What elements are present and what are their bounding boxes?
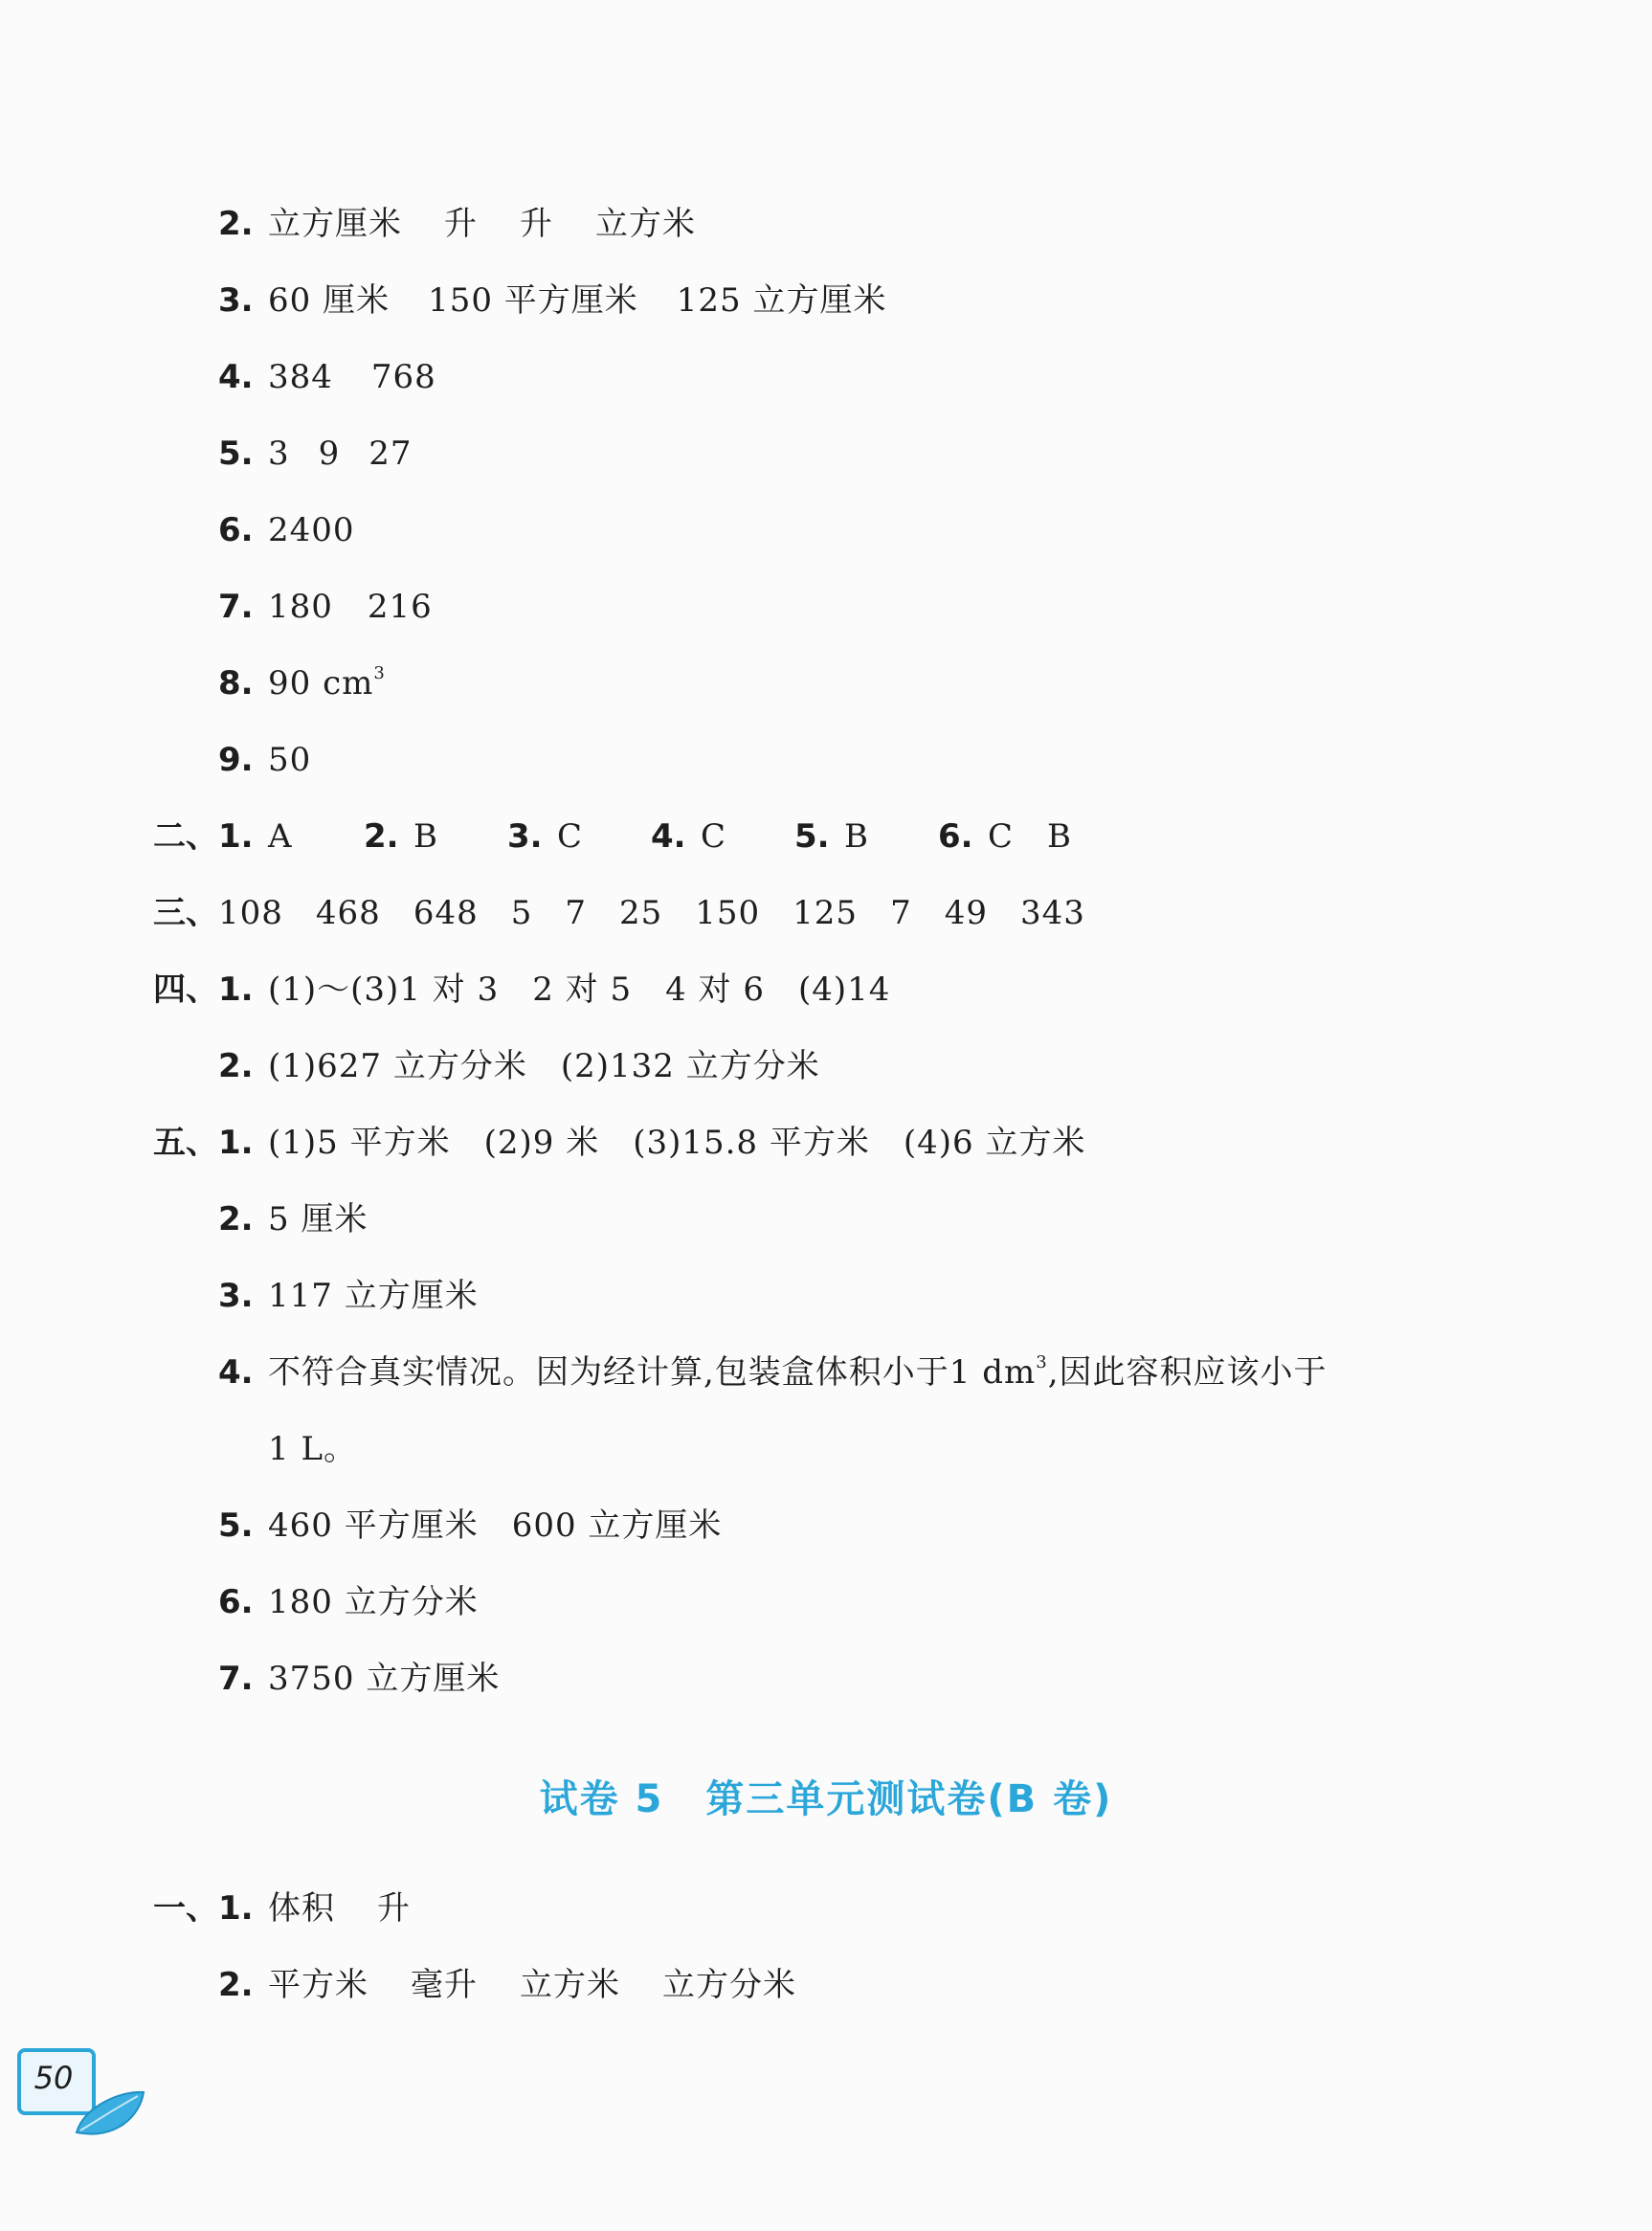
answer-item: 升 — [444, 205, 478, 243]
item-number: 1. — [218, 970, 254, 1009]
item-number: 7. — [218, 1660, 254, 1698]
choice-answer: A — [268, 817, 293, 856]
item-number: 6. — [218, 1583, 254, 1621]
answer-item: 立方厘米 — [268, 205, 402, 243]
answer-item: 立方米 — [595, 205, 696, 243]
answer-item: 108 — [218, 894, 283, 932]
answer-item: 3 — [268, 435, 290, 473]
answer-item: 125 立方厘米 — [676, 281, 887, 320]
item-number: 3. — [507, 817, 543, 856]
item-number: 6. — [938, 817, 973, 856]
answer-text — [268, 655, 386, 712]
section-label: 三、 — [153, 894, 218, 932]
answer-text — [268, 578, 433, 636]
item-number: 1. — [218, 1889, 254, 1928]
item-number: 1. — [218, 817, 254, 856]
choice-answer: C B — [988, 817, 1072, 856]
item-number: 7. — [218, 588, 254, 626]
answer-text: 3750 立方厘米 — [268, 1660, 501, 1698]
answer-item: 768 — [370, 358, 436, 396]
answer-text-part: 1 L。 — [268, 1430, 358, 1468]
item-number: 5. — [218, 1506, 254, 1545]
item-number: 3. — [218, 1277, 254, 1315]
choice-answer: C — [701, 817, 727, 856]
item-number: 2. — [218, 205, 254, 243]
answer-item: 立方分米 — [662, 1966, 796, 2004]
item-number: 4. — [218, 358, 254, 396]
answer-item: 216 — [367, 588, 433, 626]
choice-answer: C — [557, 817, 584, 856]
answer-item: 升 — [377, 1889, 411, 1928]
heading-title: 第三单元测试卷(B 卷) — [705, 1777, 1113, 1821]
section-label: 五、 — [153, 1124, 218, 1162]
answer-text — [268, 425, 413, 482]
item-number: 1. — [218, 1124, 254, 1162]
answer-text: 117 立方厘米 — [268, 1277, 479, 1315]
choice-answer: B — [844, 817, 869, 856]
answer-item: 468 — [315, 894, 381, 932]
item-number: 2. — [218, 1047, 254, 1085]
answer-text: (1)～(3)1 对 3 2 对 5 4 对 6 (4)14 — [268, 970, 891, 1009]
answer-text: (1)5 平方米 (2)9 米 (3)15.8 平方米 (4)6 立方米 — [268, 1124, 1086, 1162]
answer-item: 125 — [793, 894, 859, 932]
answer-text — [268, 1344, 1328, 1401]
section-label: 四、 — [153, 970, 218, 1009]
section-label: 一、 — [153, 1889, 218, 1928]
answer-text — [268, 272, 886, 329]
answer-text — [268, 348, 436, 406]
answer-text — [268, 1880, 411, 1937]
item-number: 4. — [218, 1353, 254, 1392]
answer-item: 体积 — [268, 1889, 335, 1928]
page-number: 50 — [33, 2060, 74, 2096]
item-number: 4. — [651, 817, 686, 856]
answer-text-part: ,因此容积应该小于 — [1047, 1353, 1328, 1392]
answer-text: 460 平方厘米 600 立方厘米 — [268, 1506, 723, 1545]
answer-text — [218, 884, 1085, 942]
answer-item: 5 — [510, 894, 533, 932]
answer-item: 7 — [565, 894, 587, 932]
answer-item: 27 — [368, 435, 413, 473]
answer-text — [268, 1956, 796, 2014]
answer-item: 9 — [318, 435, 341, 473]
answer-item: 毫升 — [411, 1966, 478, 2004]
answer-item: 150 平方厘米 — [428, 281, 638, 320]
item-number: 2. — [218, 1966, 254, 2004]
answer-item: 384 — [268, 358, 333, 396]
item-number: 2. — [364, 817, 399, 856]
answer-item: 50 — [268, 741, 312, 779]
answer-text-part: 不符合真实情况。因为经计算,包装盒体积小于1 dm — [268, 1353, 1037, 1392]
item-number: 3. — [218, 281, 254, 320]
section-heading — [0, 1769, 1652, 1823]
item-number: 8. — [218, 664, 254, 703]
choice-answer: B — [413, 817, 438, 856]
section-label: 二、 — [153, 817, 218, 856]
item-number: 2. — [218, 1200, 254, 1238]
answer-text — [268, 731, 311, 789]
answer-text — [268, 502, 355, 559]
item-number: 6. — [218, 511, 254, 549]
item-number: 5. — [218, 435, 254, 473]
heading-paper-number: 试卷 5 — [539, 1777, 664, 1821]
item-number: 5. — [794, 817, 830, 856]
answer-item: 立方米 — [520, 1966, 620, 2004]
superscript: 3 — [373, 663, 386, 683]
answer-item: 150 — [695, 894, 761, 932]
answer-text: (1)627 立方分米 (2)132 立方分米 — [268, 1047, 820, 1085]
answer-item: 7 — [890, 894, 912, 932]
answer-text: 5 厘米 — [268, 1200, 368, 1238]
answer-item: 90 cm — [268, 664, 374, 703]
page-number-badge — [17, 2048, 105, 2132]
item-number: 9. — [218, 741, 254, 779]
answer-item: 平方米 — [268, 1966, 368, 2004]
answer-text — [268, 195, 696, 253]
answer-item: 343 — [1019, 894, 1085, 932]
answer-item: 升 — [520, 205, 553, 243]
answer-text: 180 立方分米 — [268, 1583, 479, 1621]
answer-item: 2400 — [268, 511, 355, 549]
answer-item: 648 — [413, 894, 479, 932]
superscript: 3 — [1036, 1352, 1048, 1372]
answer-item: 180 — [268, 588, 333, 626]
answer-item: 25 — [619, 894, 663, 932]
answer-item: 60 厘米 — [268, 281, 391, 320]
answer-item: 49 — [944, 894, 988, 932]
